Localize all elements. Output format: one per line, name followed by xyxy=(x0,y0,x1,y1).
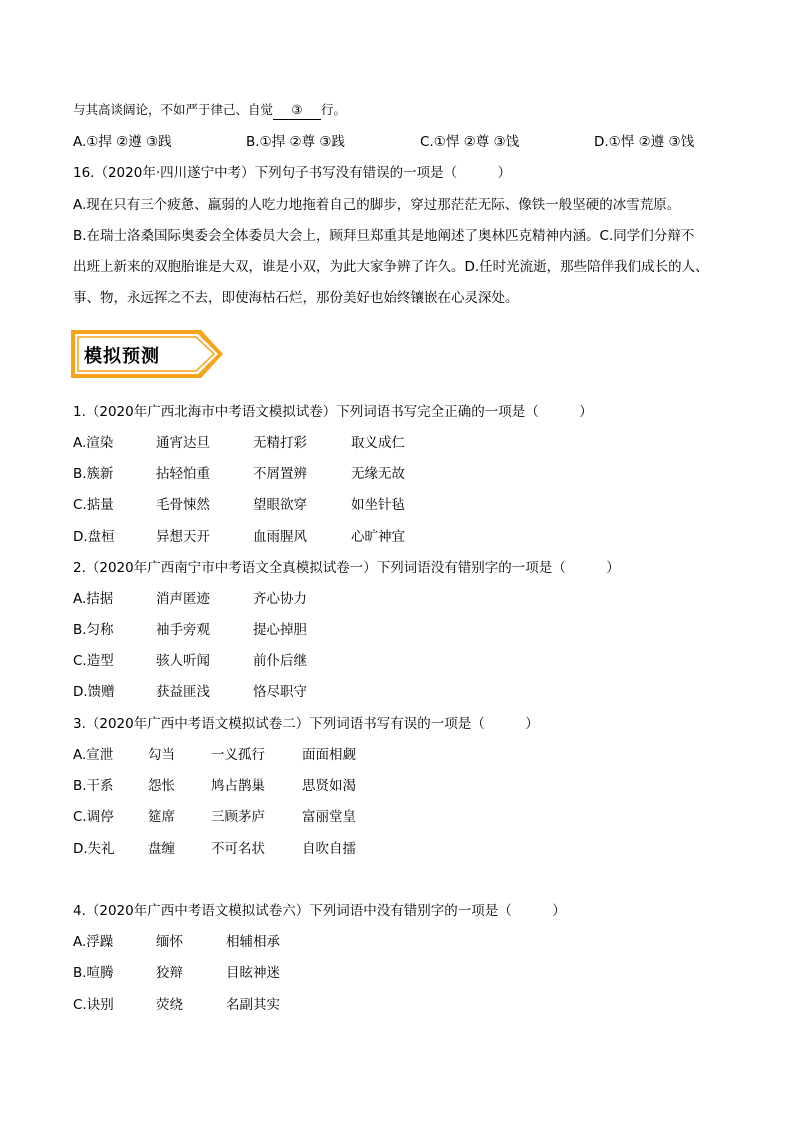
q16-option-b-line3: 事、物，永远挥之不去，即使海枯石烂，那份美好也始终镶嵌在心灵深处。 xyxy=(73,290,519,306)
q15-tail-line xyxy=(73,101,346,120)
q3-option-a-word2: 勾当 xyxy=(148,747,175,763)
q3-option-d-word2: 盘缠 xyxy=(148,841,175,857)
q3-option-c-word4: 富丽堂皇 xyxy=(302,809,356,825)
q15-option-d: D.①悍 ②遵 ③饯 xyxy=(594,134,695,150)
q1-option-d-word2: 异想天开 xyxy=(156,529,210,545)
q16-option-b-line2: 出班上新来的双胞胎谁是大双，谁是小双，为此大家争辨了许久。D.任时光流逝，那些陪伴我们成长的人、 xyxy=(73,259,709,275)
q4-option-c-word3: 名副其实 xyxy=(226,997,280,1013)
q3-stem: 3.（2020年广西中考语文模拟试卷二）下列词语书写有误的一项是（ ） xyxy=(73,716,539,732)
q3-option-a-word3: 一义孤行 xyxy=(211,747,265,763)
q16-option-b-line1: B.在瑞士洛桑国际奥委会全体委员大会上，顾拜旦郑重其是地阐述了奥林匹克精神内涵。C.同学们分辩不 xyxy=(73,228,695,244)
q4-option-b-word3: 目眩神迷 xyxy=(226,965,280,981)
q15-option-b: B.①捍 ②尊 ③践 xyxy=(246,134,345,150)
q1-option-a-word4: 取义成仁 xyxy=(351,435,405,451)
q4-option-a-word2: 缅怀 xyxy=(156,934,183,950)
q15-text-after: 行。 xyxy=(321,102,347,117)
q1-option-c-word2: 毛骨悚然 xyxy=(156,497,210,513)
q3-option-d-word3: 不可名状 xyxy=(211,841,265,857)
q1-option-d-word1: D.盘桓 xyxy=(73,529,115,545)
q2-option-d-word1: D.馈赠 xyxy=(73,684,115,700)
q1-option-b-word1: B.簇新 xyxy=(73,466,114,482)
q3-option-a-word1: A.宣泄 xyxy=(73,747,114,763)
q15-option-c: C.①悍 ②尊 ③饯 xyxy=(420,134,520,150)
q1-option-a-word1: A.渲染 xyxy=(73,435,114,451)
q4-option-c-word1: C.诀别 xyxy=(73,997,114,1013)
q2-option-a-word1: A.拮据 xyxy=(73,591,114,607)
q1-option-c-word1: C.掂量 xyxy=(73,497,114,513)
q2-option-c-word1: C.造型 xyxy=(73,653,114,669)
q3-option-b-word4: 思贤如渴 xyxy=(302,778,356,794)
q3-option-d-word1: D.失礼 xyxy=(73,841,115,857)
q2-option-d-word3: 恪尽职守 xyxy=(253,684,307,700)
q1-option-c-word4: 如坐针毡 xyxy=(351,497,405,513)
q3-option-c-word2: 筵席 xyxy=(148,809,175,825)
q2-option-a-word3: 齐心协力 xyxy=(253,591,307,607)
q2-option-a-word2: 消声匿迹 xyxy=(156,591,210,607)
q1-option-d-word4: 心旷神宜 xyxy=(351,529,405,545)
q15-option-a: A.①捍 ②遵 ③践 xyxy=(73,134,172,150)
q4-stem: 4.（2020年广西中考语文模拟试卷六）下列词语中没有错别字的一项是（ ） xyxy=(73,903,566,919)
q16-stem: 16.（2020年·四川遂宁中考）下列句子书写没有错误的一项是（ ） xyxy=(73,165,512,181)
q15-text-before: 与其高谈阔论，不如严于律己、自觉 xyxy=(73,102,274,117)
q2-option-b-word2: 袖手旁观 xyxy=(156,622,210,638)
q1-option-b-word2: 拈轻怕重 xyxy=(156,466,210,482)
q1-option-b-word4: 无缘无故 xyxy=(351,466,405,482)
q16-option-a: A.现在只有三个疲惫、羸弱的人吃力地拖着自己的脚步，穿过那茫茫无际、像铁一般坚硬的冰雪荒原。 xyxy=(73,197,681,213)
q1-stem: 1.（2020年广西北海市中考语文模拟试卷）下列词语书写完全正确的一项是（ ） xyxy=(73,404,593,420)
q3-option-d-word4: 自吹自擂 xyxy=(302,841,356,857)
q1-option-b-word3: 不屑置辨 xyxy=(253,466,307,482)
q3-option-c-word3: 三顾茅庐 xyxy=(211,809,265,825)
q2-option-d-word2: 获益匪浅 xyxy=(156,684,210,700)
q1-option-d-word3: 血雨腥风 xyxy=(253,529,307,545)
section-title: 模拟预测 xyxy=(84,346,160,367)
q15-blank: ③ xyxy=(273,101,321,120)
q2-option-b-word3: 提心掉胆 xyxy=(253,622,307,638)
q1-option-a-word3: 无精打彩 xyxy=(253,435,307,451)
q3-option-b-word2: 怨怅 xyxy=(148,778,175,794)
q3-option-a-word4: 面面相觑 xyxy=(302,747,356,763)
q4-option-b-word2: 狡辩 xyxy=(156,965,183,981)
q4-option-b-word1: B.喧腾 xyxy=(73,965,114,981)
q2-option-c-word2: 骇人听闻 xyxy=(156,653,210,669)
q4-option-a-word3: 相辅相承 xyxy=(226,934,280,950)
q3-option-c-word1: C.调停 xyxy=(73,809,114,825)
q4-option-a-word1: A.浮躁 xyxy=(73,934,114,950)
q1-option-a-word2: 通宵达旦 xyxy=(156,435,210,451)
q2-stem: 2.（2020年广西南宁市中考语文全真模拟试卷一）下列词语没有错别字的一项是（ ） xyxy=(73,560,620,576)
q3-option-b-word1: B.干系 xyxy=(73,778,114,794)
q4-option-c-word2: 荧绕 xyxy=(156,997,183,1013)
q2-option-c-word3: 前仆后继 xyxy=(253,653,307,669)
q2-option-b-word1: B.匀称 xyxy=(73,622,114,638)
q1-option-c-word3: 望眼欲穿 xyxy=(253,497,307,513)
q3-option-b-word3: 鸠占鹊巢 xyxy=(211,778,265,794)
